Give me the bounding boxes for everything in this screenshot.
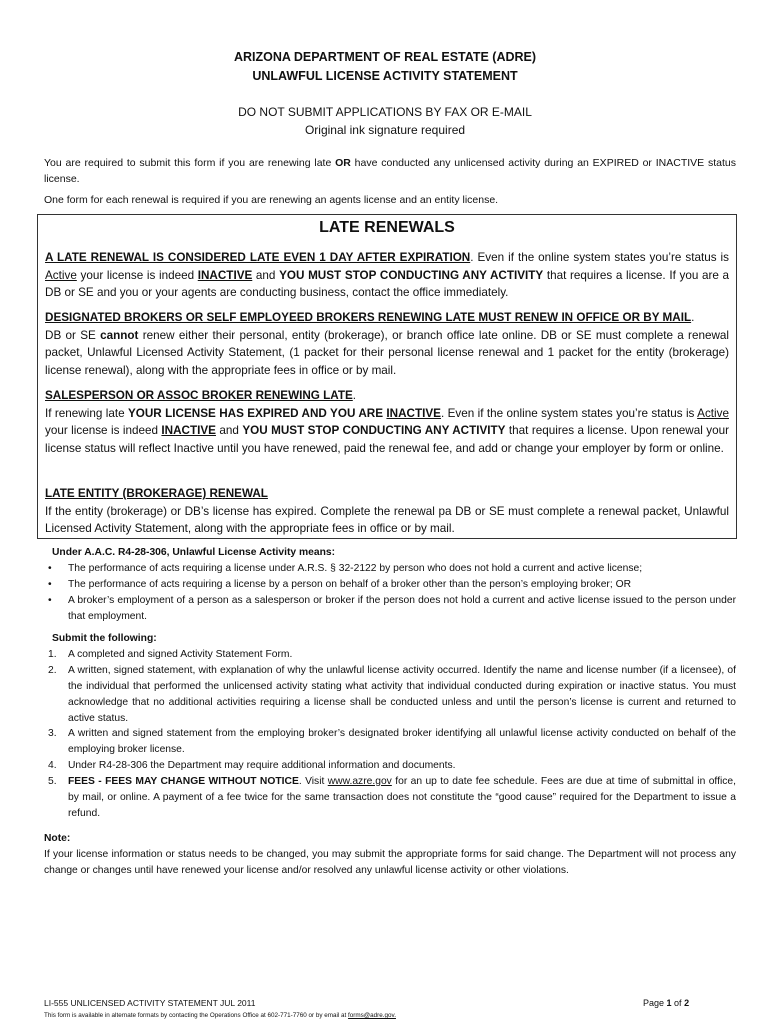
stop-activity-text: YOU MUST STOP CONDUCTING ANY ACTIVITY	[279, 268, 544, 282]
fees-text	[68, 774, 736, 822]
list-item	[48, 758, 736, 774]
cannot-text: cannot	[100, 328, 139, 342]
entity-renewal-heading: LATE ENTITY (BROKERAGE) RENEWAL	[45, 487, 268, 500]
text: Page	[643, 998, 667, 1008]
active-text: Active	[45, 268, 77, 282]
intro-text-a: You are required to submit this form if you are renewing late	[44, 157, 336, 169]
bullet-icon: •	[48, 563, 52, 574]
text: renew either their personal, entity (brokerage), or branch office late online. DB or SE must complete a renewal packet, Unlawful Licensed Activity Statement, (1 packet for their personal license renewal and 1 packet for the entity (brokerage) license renewal), along with the appropriate fees in office or by mail.	[45, 328, 729, 377]
inactive-text: INACTIVE	[386, 406, 441, 420]
salesperson-section: SALESPERSON OR ASSOC BROKER RENEWING LATE. If renewing late YOUR LICENSE HAS EXPIRED AND YOU ARE INACTIVE. Even if the online system states you’re status is Active your license is indeed INACTIVE and YOU MUST STOP CONDUCTING ANY ACTIVITY that requires a license. Upon renewal your license status will reflect Inactive until you have renewed, paid the renewal fee, and add or change your employer by form or online.	[45, 389, 729, 455]
form-id: LI-555 UNLICENSED ACTIVITY STATEMENT JUL 2011	[44, 998, 256, 1008]
text: of	[671, 998, 685, 1008]
submission-warning: DO NOT SUBMIT APPLICATIONS BY FAX OR E-MAIL	[238, 105, 532, 119]
bullet-icon: •	[48, 595, 52, 606]
stop-activity-text: YOU MUST STOP CONDUCTING ANY ACTIVITY	[242, 424, 506, 437]
inactive-text: INACTIVE	[197, 268, 253, 282]
text: Under R4-28-306 the Department may require additional information and documents.	[68, 760, 456, 771]
text: A completed and signed Activity Statement Form.	[68, 649, 293, 660]
text: A written and signed statement from the employing broker’s designated broker identifying all unlawful license activity conducted on behalf of the employing broker license.	[68, 728, 736, 755]
one-form-note: One form for each renewal is required if you are renewing an agents license and an entity license.	[44, 194, 499, 206]
text: A written, signed statement, with explanation of why the unlawful license activity occurred. Identify the name and license number (if a licensee), of the individual that performed the unlicensed activity stating what activity that individual conducted during expiration or inactive status. You must acknowledge that no additional activities requiring a license shall be conducted unless and until the person’s license is current and returned to active status.	[68, 665, 736, 724]
inactive-text: INACTIVE	[161, 424, 216, 437]
intro-text-b: have conducted any unlicensed activity during an EXPIRED or INACTIVE status license.	[44, 157, 736, 185]
designated-brokers-section: DESIGNATED BROKERS OR SELF EMPLOYEED BROKERS RENEWING LATE MUST RENEW IN OFFICE OR BY MAIL. DB or SE cannot renew either their personal, entity (brokerage), or branch office late online. DB or SE must complete a renewal packet, Unlawful Licensed Activity Statement, (1 packet for their personal license renewal and 1 packet for the entity (brokerage) license renewal), along with the appropriate fees in office or by mail.	[45, 311, 729, 377]
designated-brokers-heading: DESIGNATED BROKERS OR SELF EMPLOYEED BROKERS RENEWING LATE MUST RENEW IN OFFICE OR BY MAIL	[45, 311, 692, 324]
fees-heading: FEES - FEES MAY CHANGE WITHOUT NOTICE	[68, 776, 299, 787]
submit-heading: Submit the following:	[52, 633, 157, 644]
text: that requires a license. Upon renewal your license status will reflect Inactive until you have renewed, paid the renewal fee, and add or change your employer by form or online.	[45, 424, 729, 455]
item-number: 5.	[48, 776, 57, 787]
text: that requires a license. If you are a DB or SE and you or your agents are conducting business, contact the office immediately.	[45, 268, 730, 299]
text: your license is indeed	[45, 424, 162, 437]
list-item	[48, 647, 736, 663]
text: If renewing late	[45, 406, 128, 420]
note-text: If your license information or status needs to be changed, you may submit the appropriate forms for said change. The Department will not process any change or changes until have renewed your license and/or resolved any unlawful license activity or other violations.	[44, 849, 736, 876]
late-renewal-heading: A LATE RENEWAL IS CONSIDERED LATE EVEN 1 DAY AFTER EXPIRATION	[45, 251, 471, 264]
azre-link[interactable]: www.azre.gov	[327, 776, 392, 787]
text: and	[252, 268, 280, 282]
page-number	[643, 998, 689, 1008]
item-number: 4.	[48, 760, 57, 771]
list-item	[48, 593, 736, 625]
expired-text: YOUR LICENSE HAS EXPIRED AND YOU ARE	[127, 406, 387, 420]
entity-renewal-section	[45, 485, 729, 538]
agency-title: ARIZONA DEPARTMENT OF REAL ESTATE (ADRE)	[233, 50, 537, 64]
intro-paragraph	[44, 155, 736, 187]
text: 1	[666, 998, 672, 1008]
text: The performance of acts requiring a license by a person on behalf of a broker other than the person’s employing broker; OR	[68, 579, 632, 590]
text: . Visit	[298, 776, 328, 787]
list-item	[48, 774, 736, 822]
signature-note: Original ink signature required	[304, 123, 466, 137]
note-heading: Note:	[44, 833, 71, 844]
text: your license is indeed	[76, 268, 198, 282]
text: DB or SE	[45, 328, 101, 342]
list-item	[48, 726, 736, 758]
text: and	[215, 424, 243, 437]
text: The performance of acts requiring a license under A.R.S. § 32-2122 by person who does not hold a current and active license;	[68, 563, 643, 574]
active-text: Active	[697, 406, 729, 420]
list-item	[48, 577, 736, 593]
text: This form is available in alternate formats by contacting the Operations Office at 602-771-7760 or by email at	[44, 1012, 349, 1019]
list-item	[48, 663, 736, 727]
text: 2	[684, 998, 690, 1008]
late-renewal-section	[45, 249, 729, 302]
form-title: UNLAWFUL LICENSE ACTIVITY STATEMENT	[252, 69, 518, 83]
unlawful-heading: Under A.A.C. R4-28-306, Unlawful License Activity means:	[52, 547, 336, 558]
text: . Even if the online system states you’re status is	[470, 251, 730, 264]
item-number: 1.	[48, 649, 57, 660]
text: . Even if the online system states you’re status is	[440, 406, 698, 420]
text: for an up to date fee schedule. Fees are due at time of submittal in office, by mail, or online. A payment of a fee twice for the same transaction does not constitute the “good cause” required for the Department to issue a refund.	[68, 776, 736, 819]
salesperson-heading: SALESPERSON OR ASSOC BROKER RENEWING LATE	[45, 389, 353, 402]
item-number: 3.	[48, 728, 57, 739]
forms-email-link[interactable]: forms@adre.gov.	[348, 1012, 396, 1019]
text: If the entity (brokerage) or DB’s license has expired. Complete the renewal pa DB or SE must complete a renewal packet, Unlawful Licensed Activity Statement, along with the appropriate fees in office or by mail.	[45, 504, 729, 535]
bullet-icon: •	[48, 579, 52, 590]
intro-or: OR	[335, 157, 351, 169]
item-number: 2.	[48, 665, 57, 676]
list-item	[48, 561, 736, 577]
text: A broker’s employment of a person as a salesperson or broker if the person does not hold a current and active license issued to the person under that employment.	[68, 595, 736, 622]
late-renewals-title: LATE RENEWALS	[319, 219, 455, 236]
alternate-formats-note	[44, 1012, 396, 1019]
